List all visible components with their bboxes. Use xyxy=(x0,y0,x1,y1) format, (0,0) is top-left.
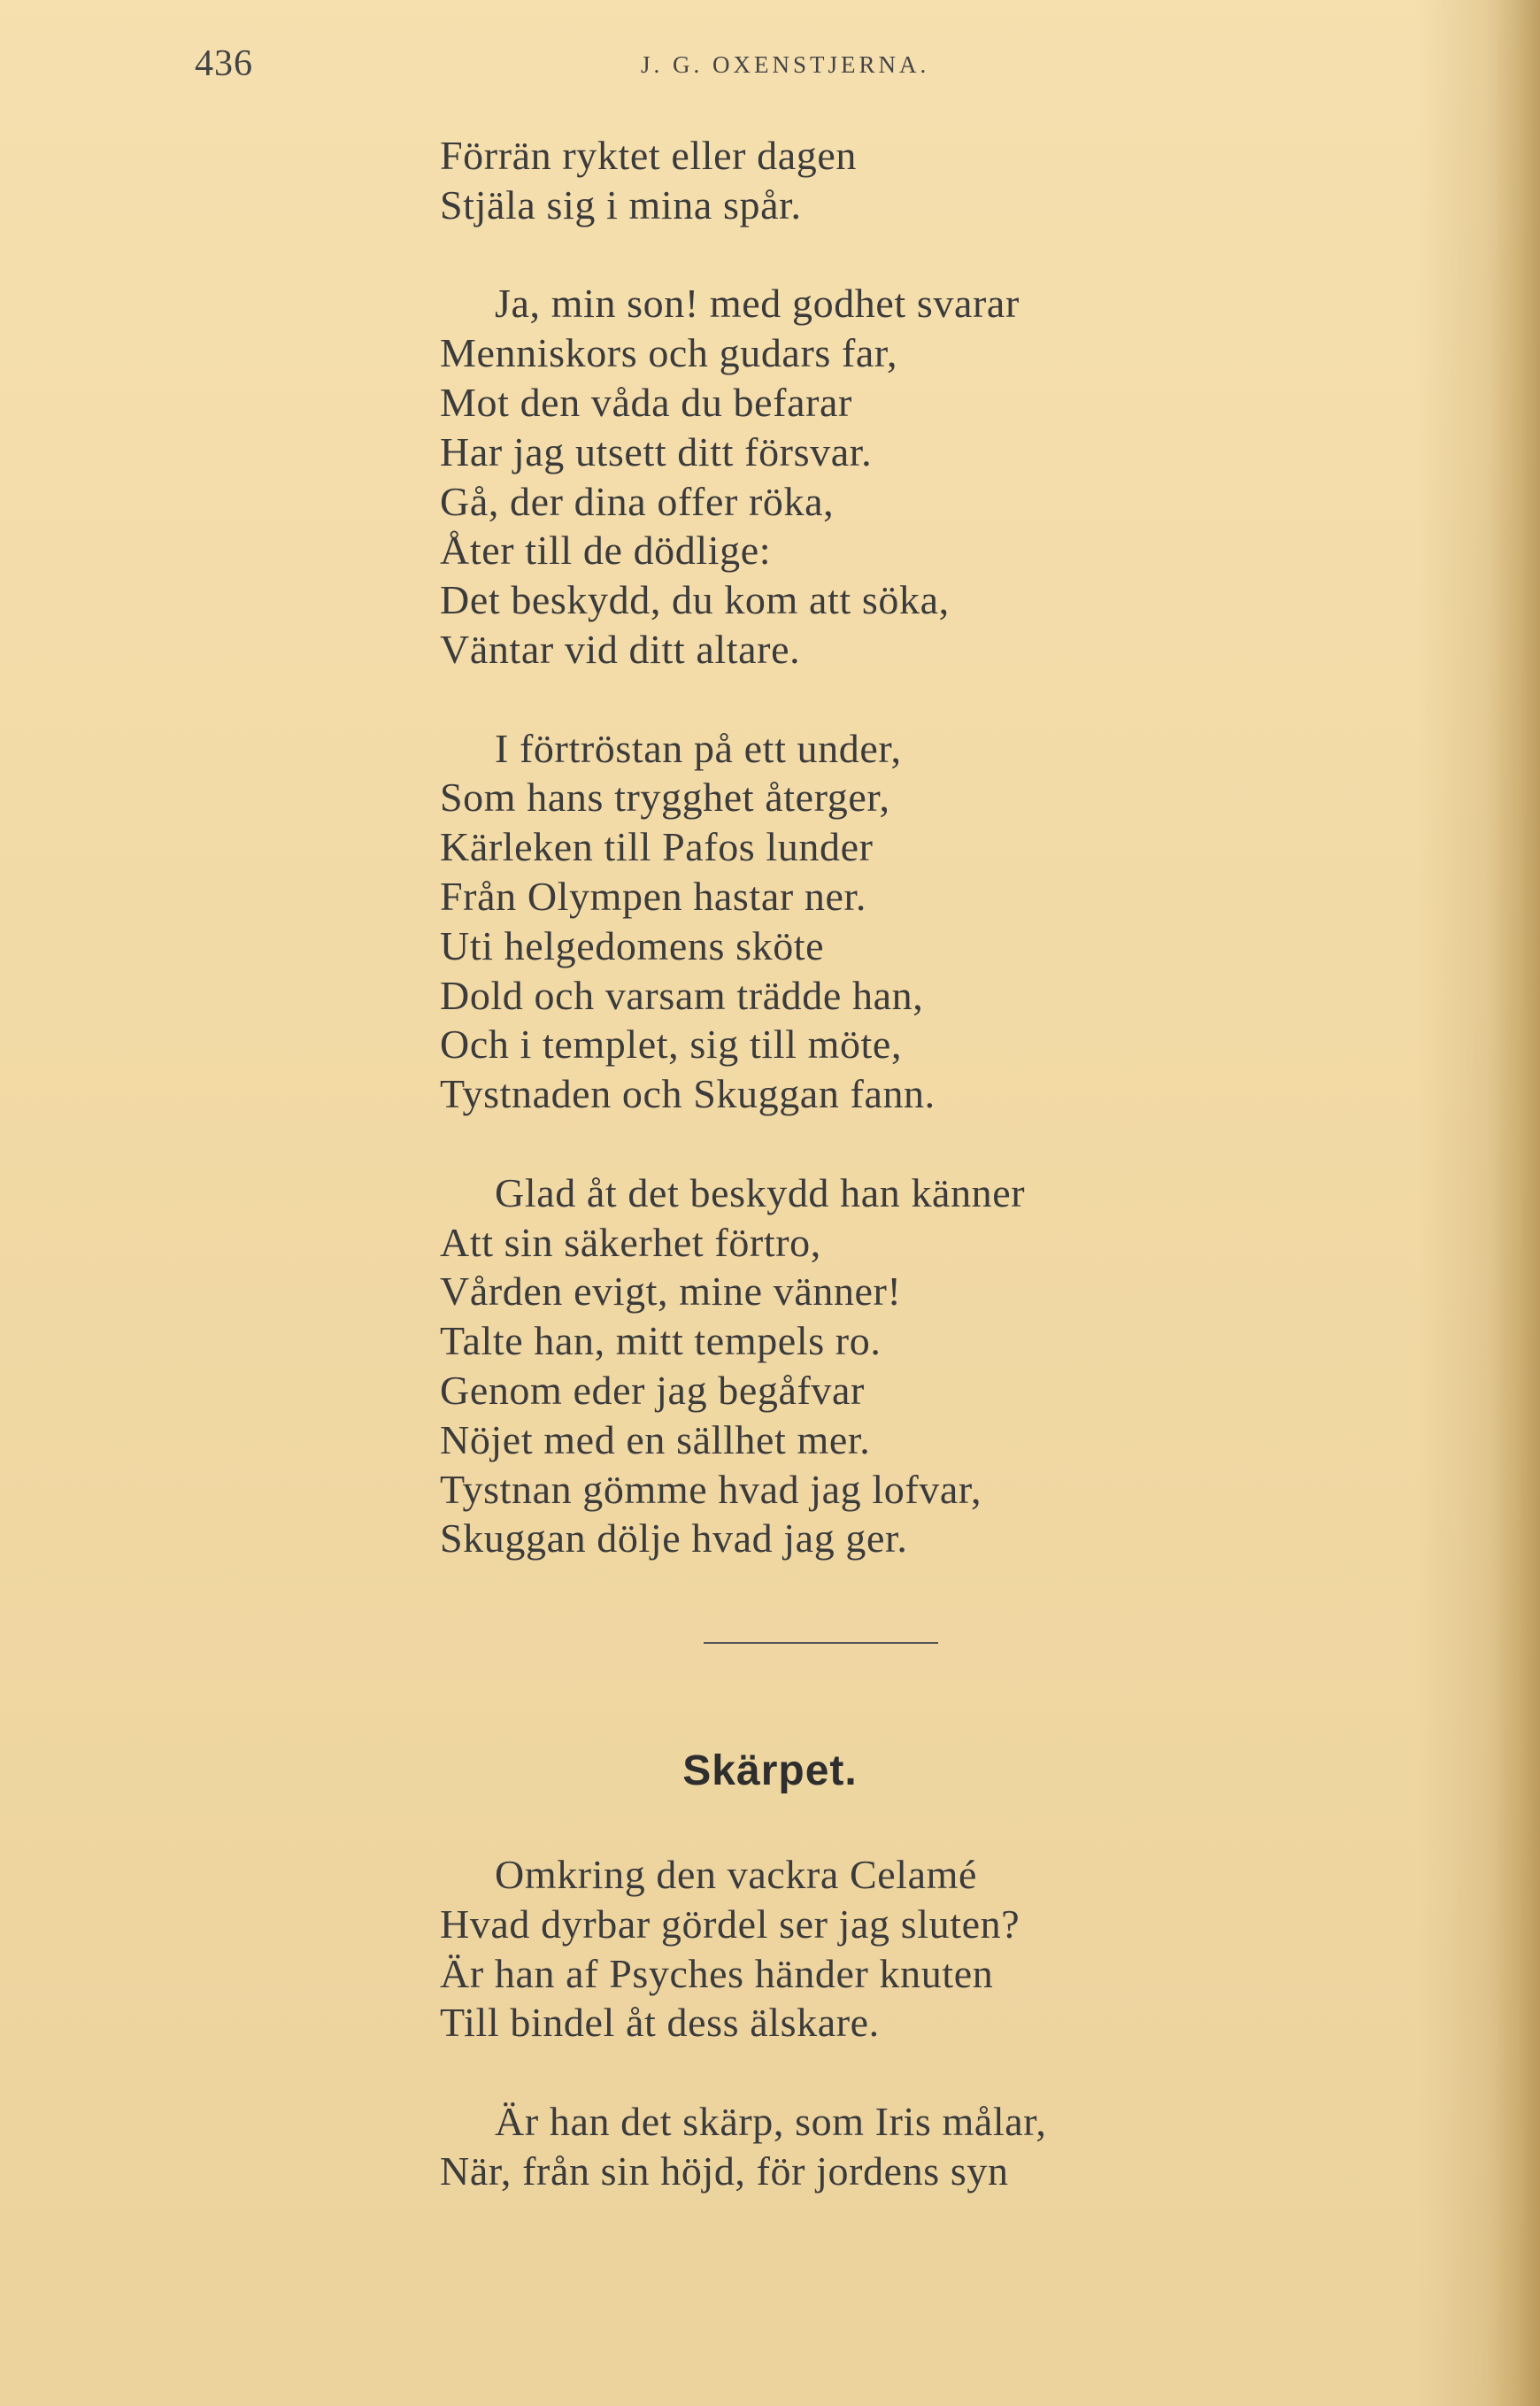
poem-line: Till bindel åt dess älskare. xyxy=(440,2000,880,2046)
poem-line: Nöjet med en sällhet mer. xyxy=(440,1416,871,1462)
poem-line: Gå, der dina offer röka, xyxy=(440,478,835,524)
poem-line: Att sin säkerhet förtro, xyxy=(440,1219,821,1265)
poem-line: Genom eder jag begåfvar xyxy=(440,1367,865,1413)
poem-line: Förrän ryktet eller dagen xyxy=(440,133,857,178)
poem-line: I förtröstan på ett under, xyxy=(495,725,902,771)
poem-line: Väntar vid ditt altare. xyxy=(440,626,801,672)
stanza xyxy=(440,1850,1458,2047)
poem-line: Hvad dyrbar gördel ser jag sluten? xyxy=(440,1901,1020,1947)
poem-line: Glad åt det beskydd han känner xyxy=(495,1169,1026,1215)
stanza xyxy=(440,131,1458,230)
stanza xyxy=(440,279,1458,674)
page-edge-shading xyxy=(1487,0,1540,2406)
poem-skarpet xyxy=(440,1850,1458,2196)
poem-line: Menniskors och gudars far, xyxy=(440,330,898,376)
poem-line: Tystnan gömme hvad jag lofvar, xyxy=(440,1466,982,1512)
poem-line: Tystnaden och Skuggan fann. xyxy=(440,1071,936,1117)
poem-line: Är han af Psyches händer knuten xyxy=(440,1950,994,1996)
stanza xyxy=(440,2097,1458,2196)
poem-line: Det beskydd, du kom att söka, xyxy=(440,577,950,623)
poem-line: Omkring den vackra Celamé xyxy=(495,1852,978,1897)
poem-line: Från Olympen hastar ner. xyxy=(440,873,866,919)
poem-line: Talte han, mitt tempels ro. xyxy=(440,1318,882,1364)
poem-title: Skärpet. xyxy=(682,1747,858,1794)
poem-line: Mot den våda du befarar xyxy=(440,379,852,425)
running-head: J. G. OXENSTJERNA. xyxy=(641,51,930,78)
poem-line: Skuggan dölje hvad jag ger. xyxy=(440,1515,908,1562)
poem-line: Vården evigt, mine vänner! xyxy=(440,1269,902,1315)
stanza xyxy=(440,1168,1458,1563)
poem-line: Kärleken till Pafos lunder xyxy=(440,824,874,870)
poem-line: Dold och varsam trädde han, xyxy=(440,972,924,1018)
poem-line: Stjäla sig i mina spår. xyxy=(440,181,802,227)
page-header xyxy=(0,42,1540,87)
poem-line: Som hans trygghet återger, xyxy=(440,775,890,821)
page-number: 436 xyxy=(195,43,253,84)
poem-line: Uti helgedomens sköte xyxy=(440,922,825,968)
poem-line: Är han det skärp, som Iris målar, xyxy=(495,2098,1047,2144)
poem-line: Åter till de dödlige: xyxy=(440,528,772,574)
section-divider xyxy=(704,1642,938,1644)
poem-line: Ja, min son! med godhet svarar xyxy=(495,281,1020,327)
poem-line: Och i templet, sig till möte, xyxy=(440,1022,903,1068)
poem-continued xyxy=(440,131,1458,1563)
poem-line: Har jag utsett ditt försvar. xyxy=(440,428,873,474)
stanza xyxy=(440,724,1458,1119)
poem-line: När, från sin höjd, för jordens syn xyxy=(440,2148,1009,2194)
